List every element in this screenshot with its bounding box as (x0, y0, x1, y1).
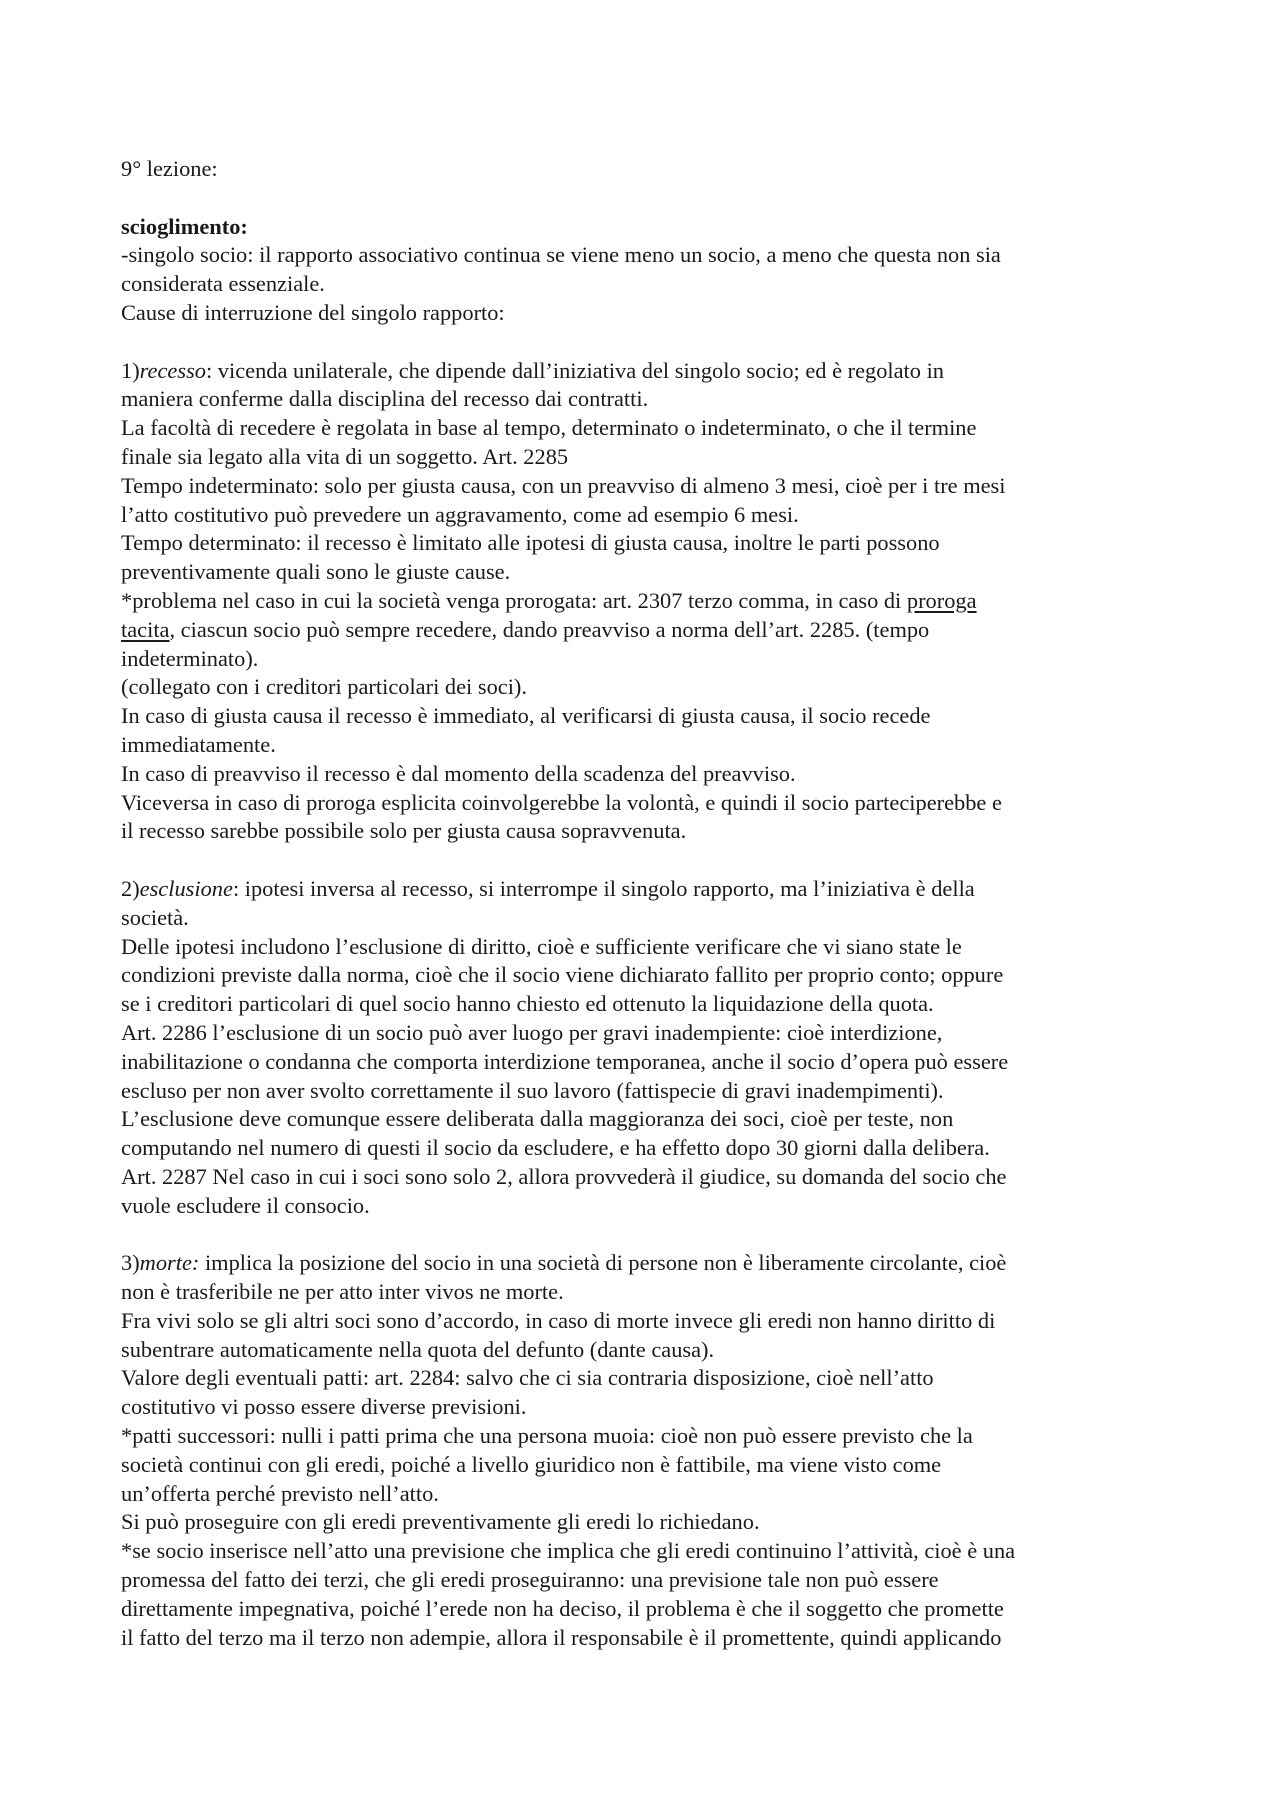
document-body (121, 155, 1183, 1652)
lesson-heading: 9° lezione: (121, 156, 218, 181)
recesso-line: Tempo determinato: il recesso è limitato alle ipotesi di giusta causa, inoltre le parti possono (121, 530, 940, 556)
esclusione-line: L’esclusione deve comunque essere deliberata dalla maggioranza dei soci, cioè per teste, non (121, 1106, 954, 1132)
morte-line: costitutivo vi posso essere diverse previsioni. (121, 1394, 527, 1420)
proroga-line-2 (121, 616, 1183, 645)
spacer (121, 328, 1183, 357)
recesso-line: il recesso sarebbe possibile solo per giusta causa sopravvenuta. (121, 818, 687, 844)
section-title (121, 213, 1183, 242)
morte-line: società continui con gli eredi, poiché a livello giuridico non è fattibile, ma viene visto come (121, 1451, 942, 1477)
esclusione-line: condizioni previste dalla norma, cioè che il socio viene dichiarato fallito per proprio conto; oppure (121, 962, 1004, 988)
esclusione-line: inabilitazione o condanna che comporta interdizione temporanea, anche il socio d’opera può essere (121, 1048, 1009, 1074)
recesso-line: La facoltà di recedere è regolata in base al tempo, determinato o indeterminato, o che il termine (121, 415, 977, 441)
spacer (121, 1220, 1183, 1249)
recesso-line: Tempo indeterminato: solo per giusta causa, con un preavviso di almeno 3 mesi, cioè per i tre mesi (121, 472, 1006, 498)
morte-line: *se socio inserisce nell’atto una previsione che implica che gli eredi continuino l’attività, cioè è una (121, 1538, 1016, 1564)
esclusione-first-rest: : ipotesi inversa al recesso, si interrompe il singolo rapporto, ma l’iniziativa è della (232, 875, 975, 901)
esclusione-line: escluso per non aver svolto correttamente il suo lavoro (fattispecie di gravi inadempimenti). (121, 1077, 944, 1103)
spacer (121, 846, 1183, 875)
proroga-line (121, 587, 1183, 616)
morte-line: il fatto del terzo ma il terzo non adempie, allora il responsabile è il promettente, quindi applicando (121, 1624, 1002, 1650)
morte-line: *patti successori: nulli i patti prima che una persona muoia: cioè non può essere previsto che la (121, 1423, 973, 1449)
esclusione-line: Art. 2286 l’esclusione di un socio può aver luogo per gravi inadempiente: cioè interdizione, (121, 1019, 943, 1045)
esclusione-number: 2) (121, 875, 140, 901)
esclusione-line: se i creditori particolari di quel socio hanno chiesto ed ottenuto la liquidazione della quota. (121, 991, 934, 1017)
esclusione-line: Delle ipotesi includono l’esclusione di diritto, cioè e sufficiente verificare che vi siano state le (121, 933, 962, 959)
recesso-line: preventivamente quali sono le giuste cause. (121, 559, 511, 585)
morte-line: promessa del fatto dei terzi, che gli eredi proseguiranno: una previsione tale non può essere (121, 1567, 939, 1593)
recesso-line: maniera conferme dalla disciplina del recesso dai contratti. (121, 386, 649, 412)
recesso-line: indeterminato). (121, 645, 259, 671)
recesso-line: l’atto costitutivo può prevedere un aggravamento, come ad esempio 6 mesi. (121, 501, 799, 527)
morte-term: morte: (139, 1250, 200, 1276)
recesso-term: recesso (139, 357, 206, 383)
proroga-post: , ciascun socio può sempre recedere, dando preavviso a norma dell’art. 2285. (tempo (169, 616, 930, 642)
esclusione-first-line (121, 875, 1183, 904)
esclusione-line: società. (121, 904, 189, 930)
morte-line: Si può proseguire con gli eredi preventivamente gli eredi lo richiedano. (121, 1509, 760, 1535)
morte-number: 3) (121, 1250, 140, 1276)
esclusione-line: vuole escludere il consocio. (121, 1192, 370, 1218)
recesso-line: immediatamente. (121, 731, 276, 757)
recesso-first-rest: : vicenda unilaterale, che dipende dall’iniziativa del singolo socio; ed è regolato in (205, 357, 944, 383)
esclusione-line: Art. 2287 Nel caso in cui i soci sono solo 2, allora provvederà il giudice, su domanda del socio che (121, 1163, 1007, 1189)
intro-line: Cause di interruzione del singolo rapporto: (121, 299, 505, 325)
morte-line: Fra vivi solo se gli altri soci sono d’accordo, in caso di morte invece gli eredi non hanno diritto di (121, 1307, 996, 1333)
recesso-line: In caso di giusta causa il recesso è immediato, al verificarsi di giusta causa, il socio recede (121, 703, 931, 729)
morte-line: Valore degli eventuali patti: art. 2284: salvo che ci sia contraria disposizione, cioè nell’atto (121, 1365, 934, 1391)
proroga-underlined: proroga (906, 587, 977, 613)
tacita-underlined: tacita (121, 616, 170, 642)
recesso-line: (collegato con i creditori particolari dei soci). (121, 674, 527, 700)
recesso-line: Viceversa in caso di proroga esplicita coinvolgerebbe la volontà, e quindi il socio parteciperebbe e (121, 789, 1002, 815)
recesso-first-line (121, 357, 1183, 386)
morte-line: non è trasferibile ne per atto inter vivos ne morte. (121, 1279, 564, 1305)
esclusione-line: computando nel numero di questi il socio da escludere, e ha effetto dopo 30 giorni dalla delibera. (121, 1135, 990, 1161)
intro-line: considerata essenziale. (121, 271, 325, 297)
intro-line: -singolo socio: il rapporto associativo continua se viene meno un socio, a meno che questa non sia (121, 242, 1001, 268)
morte-first-rest: implica la posizione del socio in una società di persone non è liberamente circolante, cioè (199, 1250, 1007, 1276)
morte-first-line (121, 1249, 1183, 1278)
proroga-pre: *problema nel caso in cui la società venga prorogata: art. 2307 terzo comma, in caso di (121, 587, 907, 613)
morte-line: direttamente impegnativa, poiché l’erede non ha deciso, il problema è che il soggetto che promette (121, 1595, 1004, 1621)
esclusione-term: esclusione (139, 875, 233, 901)
recesso-line: In caso di preavviso il recesso è dal momento della scadenza del preavviso. (121, 760, 796, 786)
morte-line: un’offerta perché previsto nell’atto. (121, 1480, 439, 1506)
section-title-text: scioglimento: (121, 213, 248, 239)
morte-line: subentrare automaticamente nella quota del defunto (dante causa). (121, 1336, 715, 1362)
recesso-line: finale sia legato alla vita di un soggetto. Art. 2285 (121, 443, 569, 469)
spacer (121, 184, 1183, 213)
recesso-number: 1) (121, 357, 140, 383)
